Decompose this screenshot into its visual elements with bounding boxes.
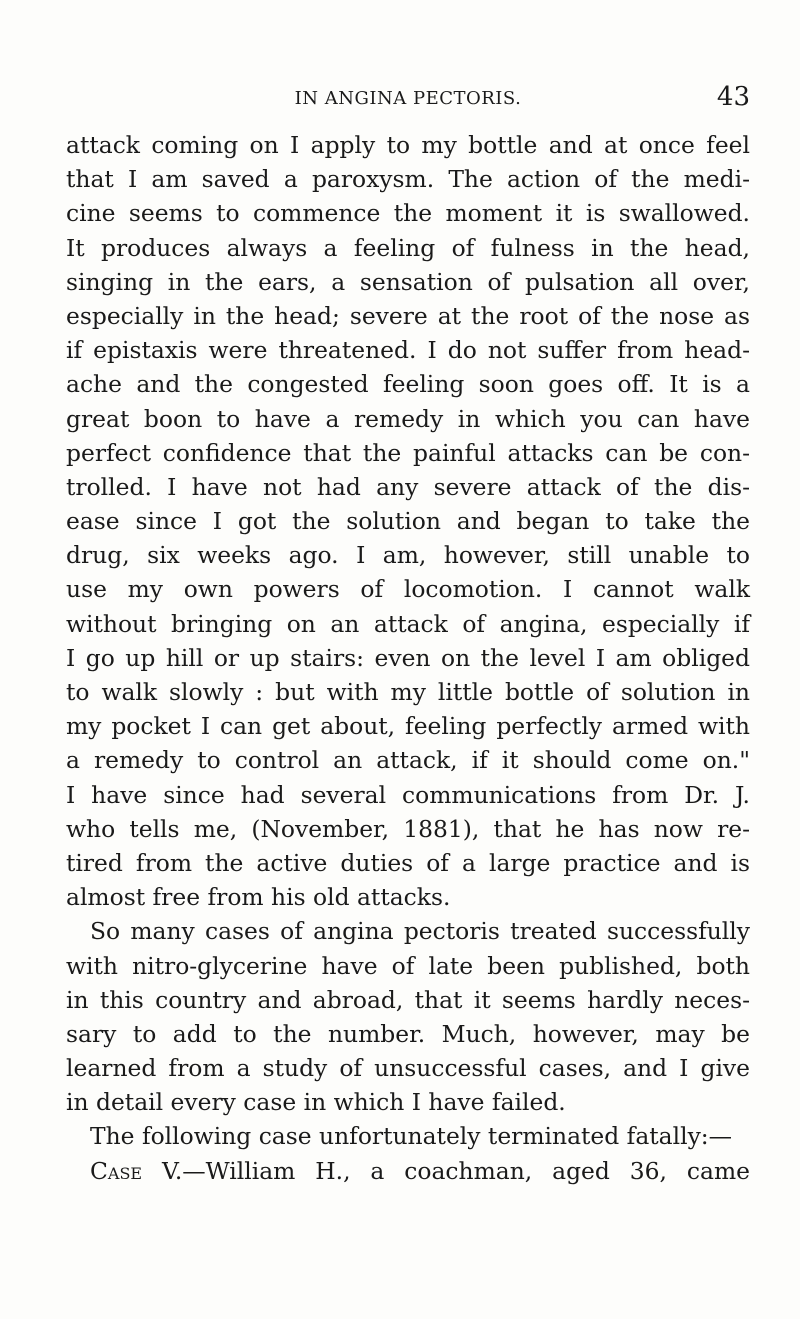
case-heading-line: [66, 1154, 750, 1188]
text-line: with nitro-glycerine have of late been published, both: [66, 951, 750, 980]
case-label: Case: [90, 1156, 143, 1185]
text-line: cine seems to commence the moment it is swallowed.: [66, 199, 750, 228]
paragraph-end-line: almost free from his old attacks.: [66, 883, 451, 912]
text-line: if epistaxis were threatened. I do not suffer from head-: [66, 336, 750, 365]
text-line: without bringing on an attack of angina, especially if: [66, 609, 750, 638]
paragraph-start-line: The following case unfortunately terminated fatally:—: [90, 1122, 733, 1151]
text-line: in this country and abroad, that it seems hardly neces-: [66, 985, 750, 1014]
running-head: [66, 82, 750, 112]
text-line: I have since had several communications from Dr. J.: [66, 780, 750, 809]
text-line: attack coming on I apply to my bottle and at once feel: [66, 131, 750, 159]
text-line: perfect confidence that the painful attacks can be con-: [66, 438, 750, 467]
text-line: a remedy to control an attack, if it should come on.": [66, 746, 750, 775]
text-line: I go up hill or up stairs: even on the level I am obliged: [66, 643, 750, 672]
paragraph-start-line: So many cases of angina pectoris treated successfully: [90, 917, 750, 946]
text-line: my pocket I can get about, feeling perfectly armed with: [66, 712, 750, 741]
text-line: use my own powers of locomotion. I cannot walk: [66, 575, 750, 604]
text-line: sary to add to the number. Much, however, may be: [66, 1019, 750, 1048]
text-line: especially in the head; severe at the root of the nose as: [66, 301, 750, 330]
text-line: that I am saved a paroxysm. The action of the medi-: [66, 165, 750, 194]
text-line: ease since I got the solution and began to take the: [66, 507, 750, 536]
text-line: who tells me, (November, 1881), that he has now re-: [66, 814, 750, 843]
text-line: learned from a study of unsuccessful cases, and I give: [66, 1054, 750, 1083]
paragraph-end-line: in detail every case in which I have failed.: [66, 1088, 566, 1117]
body-text: [66, 128, 750, 1188]
text-line: singing in the ears, a sensation of pulsation all over,: [66, 267, 750, 296]
page-number: 43: [716, 82, 750, 112]
text-line: to walk slowly : but with my little bottle of solution in: [66, 678, 750, 706]
text-line: trolled. I have not had any severe attack of the dis-: [66, 472, 750, 501]
text-line: great boon to have a remedy in which you can have: [66, 404, 750, 433]
text-line: ache and the congested feeling soon goes off. It is a: [66, 370, 750, 399]
running-title: IN ANGINA PECTORIS.: [294, 88, 522, 109]
text-line: tired from the active duties of a large practice and is: [66, 848, 750, 877]
case-text: V.—William H., a coachman, aged 36, came: [142, 1156, 750, 1185]
text-line: It produces always a feeling of fulness in the head,: [66, 233, 750, 262]
text-line: drug, six weeks ago. I am, however, still unable to: [66, 541, 750, 570]
